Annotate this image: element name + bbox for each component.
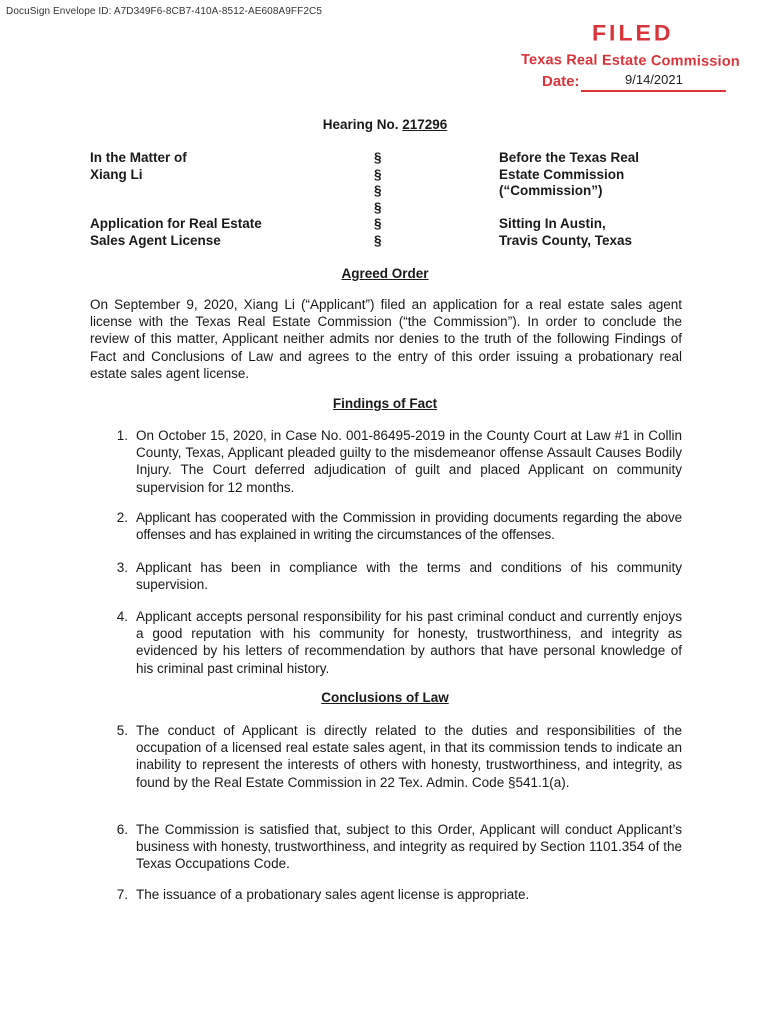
stamp-date-value: 9/14/2021 (625, 72, 683, 87)
intro-paragraph: On September 9, 2020, Xiang Li (“Applicant”) filed an application for a real estate sales agent license with the Texas Real Estate Commission (“the Commission”). In order to conclude the review of this matter, Applicant neither admits nor denies to the truth of the following Findings of Fact and Conclusions of Law and agrees to the entry of this order issuing a probationary real estate sales agent license. (90, 297, 682, 381)
section-mark: § (374, 199, 382, 215)
section-mark: § (374, 150, 382, 165)
caption-right-line: Before the Texas Real (499, 150, 640, 165)
finding-number: 2. (116, 510, 128, 525)
section-mark: § (374, 166, 382, 182)
docusign-envelope-id: DocuSign Envelope ID: A7D349F6-8CB7-410A-8512-AE608A9FF2C5 (6, 6, 322, 17)
conclusion-text: The issuance of a probationary sales agent license is appropriate. (136, 887, 530, 902)
caption-left-line: Xiang Li (90, 166, 143, 182)
caption-left-line: Sales Agent License (90, 232, 221, 248)
agreed-order-heading: Agreed Order (341, 266, 429, 281)
caption-right-line: Estate Commission (499, 166, 625, 182)
section-mark: § (374, 232, 382, 248)
conclusion-number: 7. (116, 887, 128, 902)
finding-text: Applicant accepts personal responsibility for his past criminal conduct and currently enjoys a good reputation with his community for honesty, trustworthiness, and integrity as evidenced by his letters of recommendation by authors that have personal knowledge of his criminal past criminal history. (136, 609, 682, 676)
finding-text: Applicant has cooperated with the Commission in providing documents regarding the above offenses and has explained in writing the circumstances of the offenses. (136, 510, 682, 543)
hearing-number-value: 217296 (402, 117, 448, 132)
conclusion-number: 6. (116, 822, 128, 837)
filed-stamp: FILED (592, 20, 674, 46)
finding-number: 3. (116, 560, 128, 575)
finding-number: 4. (116, 609, 128, 624)
finding-number: 1. (116, 428, 128, 443)
caption-left-line: In the Matter of (90, 150, 187, 165)
caption-right-line: Sitting In Austin, (499, 216, 606, 231)
caption-left-line (90, 200, 262, 217)
caption-section-marks (374, 150, 382, 249)
caption-right-line: Travis County, Texas (499, 232, 633, 248)
caption-left-line (90, 183, 262, 200)
stamp-date-label: Date: (542, 73, 580, 90)
caption-left-line: Application for Real Estate (90, 216, 262, 231)
hearing-label: Hearing No. (322, 117, 399, 132)
conclusion-text: The Commission is satisfied that, subject to this Order, Applicant will conduct Applicant’s business with honesty, trustworthiness, and integrity as required by Section 1101.354 of the Texas Occupations Code. (136, 822, 682, 872)
findings-heading: Findings of Fact (332, 396, 438, 411)
conclusions-heading: Conclusions of Law (321, 690, 449, 705)
caption-right (499, 150, 639, 249)
stamp-commission: Texas Real Estate Commission (520, 52, 740, 70)
section-mark: § (374, 216, 382, 231)
finding-text: On October 15, 2020, in Case No. 001-86495-2019 in the County Court at Law #1 in Collin County, Texas, Applicant pleaded guilty to the misdemeanor offense Assault Causes Bodily Injury. The Court deferred adjudication of guilt and placed Applicant on community supervision for 12 months. (136, 428, 682, 495)
stamp-date-line (581, 90, 726, 92)
conclusion-number: 5. (116, 723, 128, 738)
caption-left (90, 150, 262, 249)
caption-right-line (499, 200, 639, 217)
conclusion-text: The conduct of Applicant is directly related to the duties and responsibilities of the occupation of a licensed real estate sales agent, in that its commission tends to indicate an inability to represent the interests of others with honesty, trustworthiness, and integrity, as found by the Real Estate Commission in 22 Tex. Admin. Code §541.1(a). (136, 723, 682, 790)
hearing-number (0, 117, 770, 132)
caption-right-line: (“Commission”) (499, 183, 603, 198)
finding-text: Applicant has been in compliance with the terms and conditions of his community supervision. (136, 560, 682, 593)
section-mark: § (374, 183, 382, 198)
